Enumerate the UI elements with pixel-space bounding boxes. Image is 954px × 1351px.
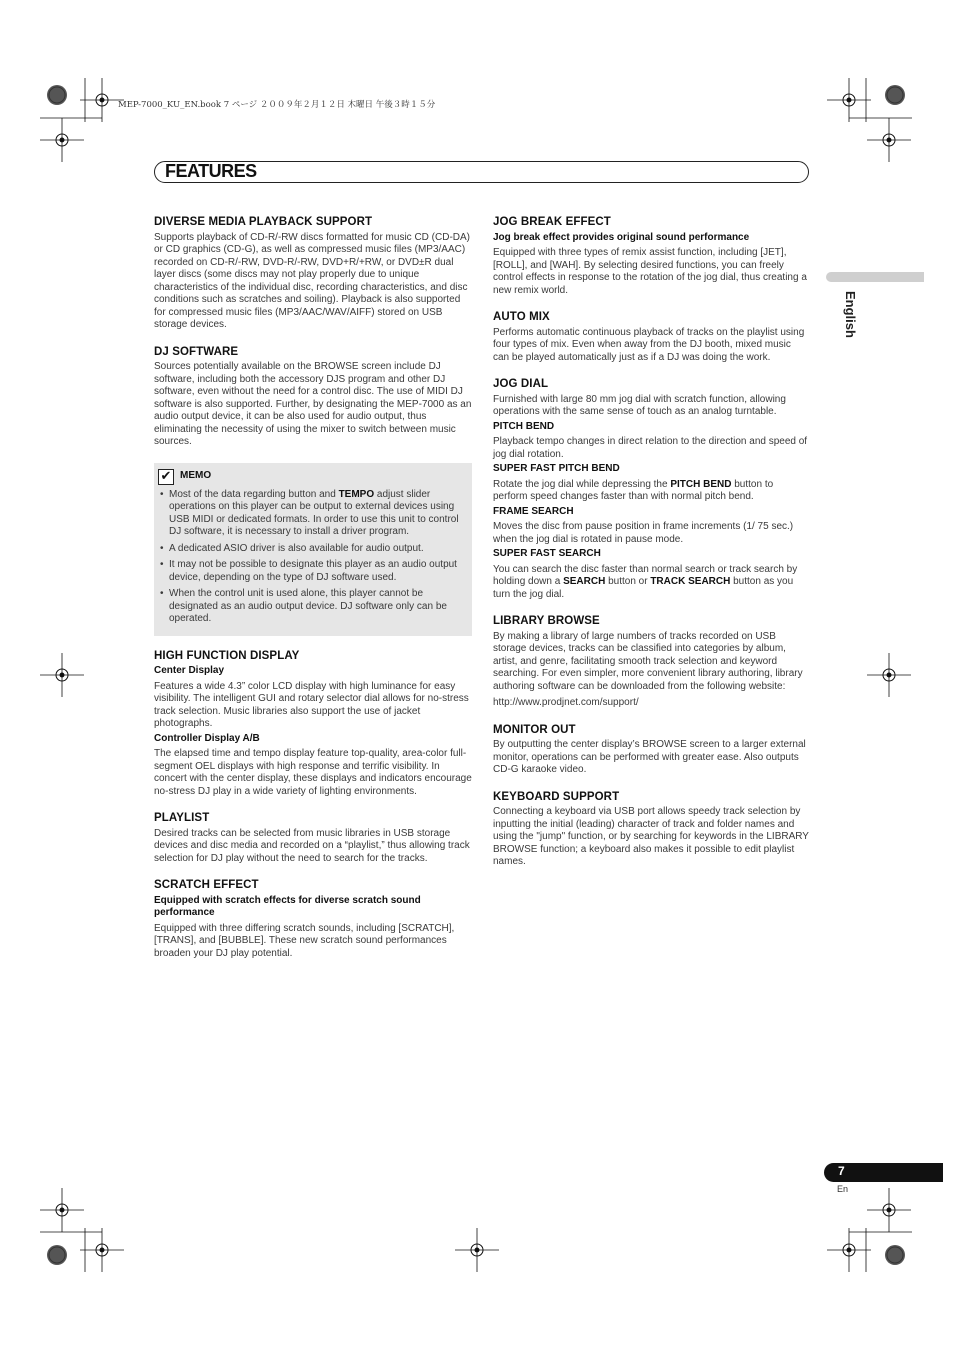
subheading: Controller Display A/B [154,732,260,744]
section-playlist [154,812,472,865]
memo-item: • A dedicated ASIO driver is also available for audio output. [158,543,466,556]
memo-box [154,463,472,636]
section-body: By making a library of large numbers of tracks recorded on USB storage devices, tracks can be classified into categories by album, artist, and genre, facilitating smooth track selection and keyword searching. For even simpler, more convenient library authoring, library authoring software can be downloaded from the following website: [493,630,803,692]
page-title: FEATURES [165,161,257,181]
subheading: PITCH BEND [493,420,555,432]
section-body: Playback tempo changes in direct relation to the direction and speed of jog dial rotation. [493,436,808,460]
section-heading: DIVERSE MEDIA PLAYBACK SUPPORT [154,216,373,228]
support-url: http://www.prodjnet.com/support/ [493,697,639,708]
memo-title: MEMO [180,470,212,482]
language-label: English [843,291,858,338]
section-diverse-media [154,216,472,332]
section-heading: PLAYLIST [154,812,210,824]
section-body: Sources potentially available on the BROWSE screen include DJ software, including both the accessory DJS program and other DJ software, even without the need for a control disc. The use of MIDI DJ software is also supported. Further, by designating the MEP-7000 as an audio output device, it can be also used for audio output, thus eliminating the necessity of using the mixer to switch between music sources. [154,361,472,447]
section-body: Furnished with large 80 mm jog dial with scratch function, allowing operations with the same sense of touch as an analog turntable. [493,393,786,417]
section-heading: DJ SOFTWARE [154,345,239,358]
memo-item: • Most of the data regarding button and TEMPO adjust slider operations on this player can be output to external devices using USB MIDI or dedicated formats. In order to use this unit to control DJ software, it is necessary to install a driver program. [158,489,466,539]
subheading: SUPER FAST SEARCH [493,548,601,559]
section-heading: SCRATCH EFFECT [154,879,259,891]
section-body: By outputting the center display’s BROWSE screen to a larger external monitor, operations can be performed with greater ease. Also outputs CD-G karaoke video. [493,739,806,775]
section-jog-break [493,216,809,297]
section-auto-mix [493,311,809,364]
language-tab [826,272,924,282]
page-number: 7 [838,1164,845,1178]
memo-item: • When the control unit is used alone, this player cannot be designated as an audio output device. DJ software only can be operated. [158,588,466,626]
section-body: Moves the disc from pause position in frame increments (1/ 75 sec.) when the jog dial is rotated in pause mode. [493,521,794,545]
section-body: Supports playback of CD-R/-RW discs formatted for music CD (CD-DA) or CD graphics (CD-G), as well as compressed music files (MP3/AAC) recorded on CD-R/-RW, DVD-R/-RW, DVD+R/+RW, or DVD±R dual layer discs (some discs may not play properly due to unique characteristics of the individual disc, recording characteristics, and disc conditions such as scratches and soiling). Playback is also supported for compressed music files (MP3/AAC/WAV/AIFF) stored on USB storage devices. [154,231,470,330]
section-body: Equipped with three types of remix assist function, including [JET], [ROLL], and [WAH]. By selecting desired functions, you can freely control effects in response to the rotation of the jog dial, thus creating a new remix world. [493,247,807,296]
section-heading: JOG DIAL [493,378,549,390]
subheading: SUPER FAST PITCH BEND [493,463,620,474]
section-jog-dial [493,378,809,601]
section-heading: HIGH FUNCTION DISPLAY [154,649,300,662]
section-scratch-effect [154,879,472,960]
page-title-bar [154,161,809,183]
section-body: You can search the disc faster than normal search or track search by holding down a SEARCH button or TRACK SEARCH button as you turn the jog dial. [493,563,798,600]
right-column [493,216,809,883]
subheading: Equipped with scratch effects for diverse scratch sound performance [154,894,421,918]
section-body: Equipped with three differing scratch sounds, including [SCRATCH], [TRANS], and [BUBBLE]. These new scratch sound performances broaden your DJ play potential. [154,922,455,959]
left-column [154,216,472,974]
subheading: FRAME SEARCH [493,505,574,517]
page-language-code: En [837,1184,849,1194]
section-heading: LIBRARY BROWSE [493,615,600,627]
checkmark-icon: ✔ [158,469,174,485]
subheading: Center Display [154,665,225,676]
print-header: MEP-7000_KU_EN.book 7 ページ ２００９年２月１２日 木曜日 午後３時１５分 [118,100,436,110]
section-body: The elapsed time and tempo display feature top-quality, area-color full-segment OEL displays with high response and terrific visibility. In concert with the center display, these displays and indicators encourage no-stress DJ play in a wide variety of lighting environments. [154,748,472,797]
section-body: Desired tracks can be selected from music libraries in USB storage devices and disc media and recorded on a “playlist,” thus allowing track selection for DJ play without the need to search for the tracks. [154,827,470,864]
section-heading: MONITOR OUT [493,723,576,736]
memo-item: • It may not be possible to designate this player as an audio output device, depending on the type of DJ software used. [158,559,466,584]
section-keyboard-support [493,791,809,869]
section-heading: KEYBOARD SUPPORT [493,790,620,803]
section-library-browse [493,615,809,710]
section-body: Connecting a keyboard via USB port allows speedy track selection by inputting the initial (leading) character of track and folder names and using the "jump" function, or by searching for keywords in the LIBRARY BROWSE function; a keyboard also makes it possible to edit playlist names. [493,806,809,867]
section-body: Rotate the jog dial while depressing the PITCH BEND button to perform speed changes faster than with normal pitch bend. [493,478,774,502]
section-monitor-out [493,724,809,777]
section-high-function-display [154,650,472,799]
section-heading: AUTO MIX [493,311,550,323]
section-body: Performs automatic continuous playback of tracks on the playlist using four types of mix. Even when away from the DJ booth, mixed music can be played automatically just as if a DJ was doing the work. [493,326,805,363]
section-heading: JOG BREAK EFFECT [493,216,611,228]
section-body: Features a wide 4.3” color LCD display with high luminance for easy visibility. The intelligent GUI and rotary selector dial allows for no-stress track selection. Music libraries also support the use of jacket photographs. [154,680,469,729]
subheading: Jog break effect provides original sound performance [493,231,750,243]
section-dj-software [154,346,472,449]
